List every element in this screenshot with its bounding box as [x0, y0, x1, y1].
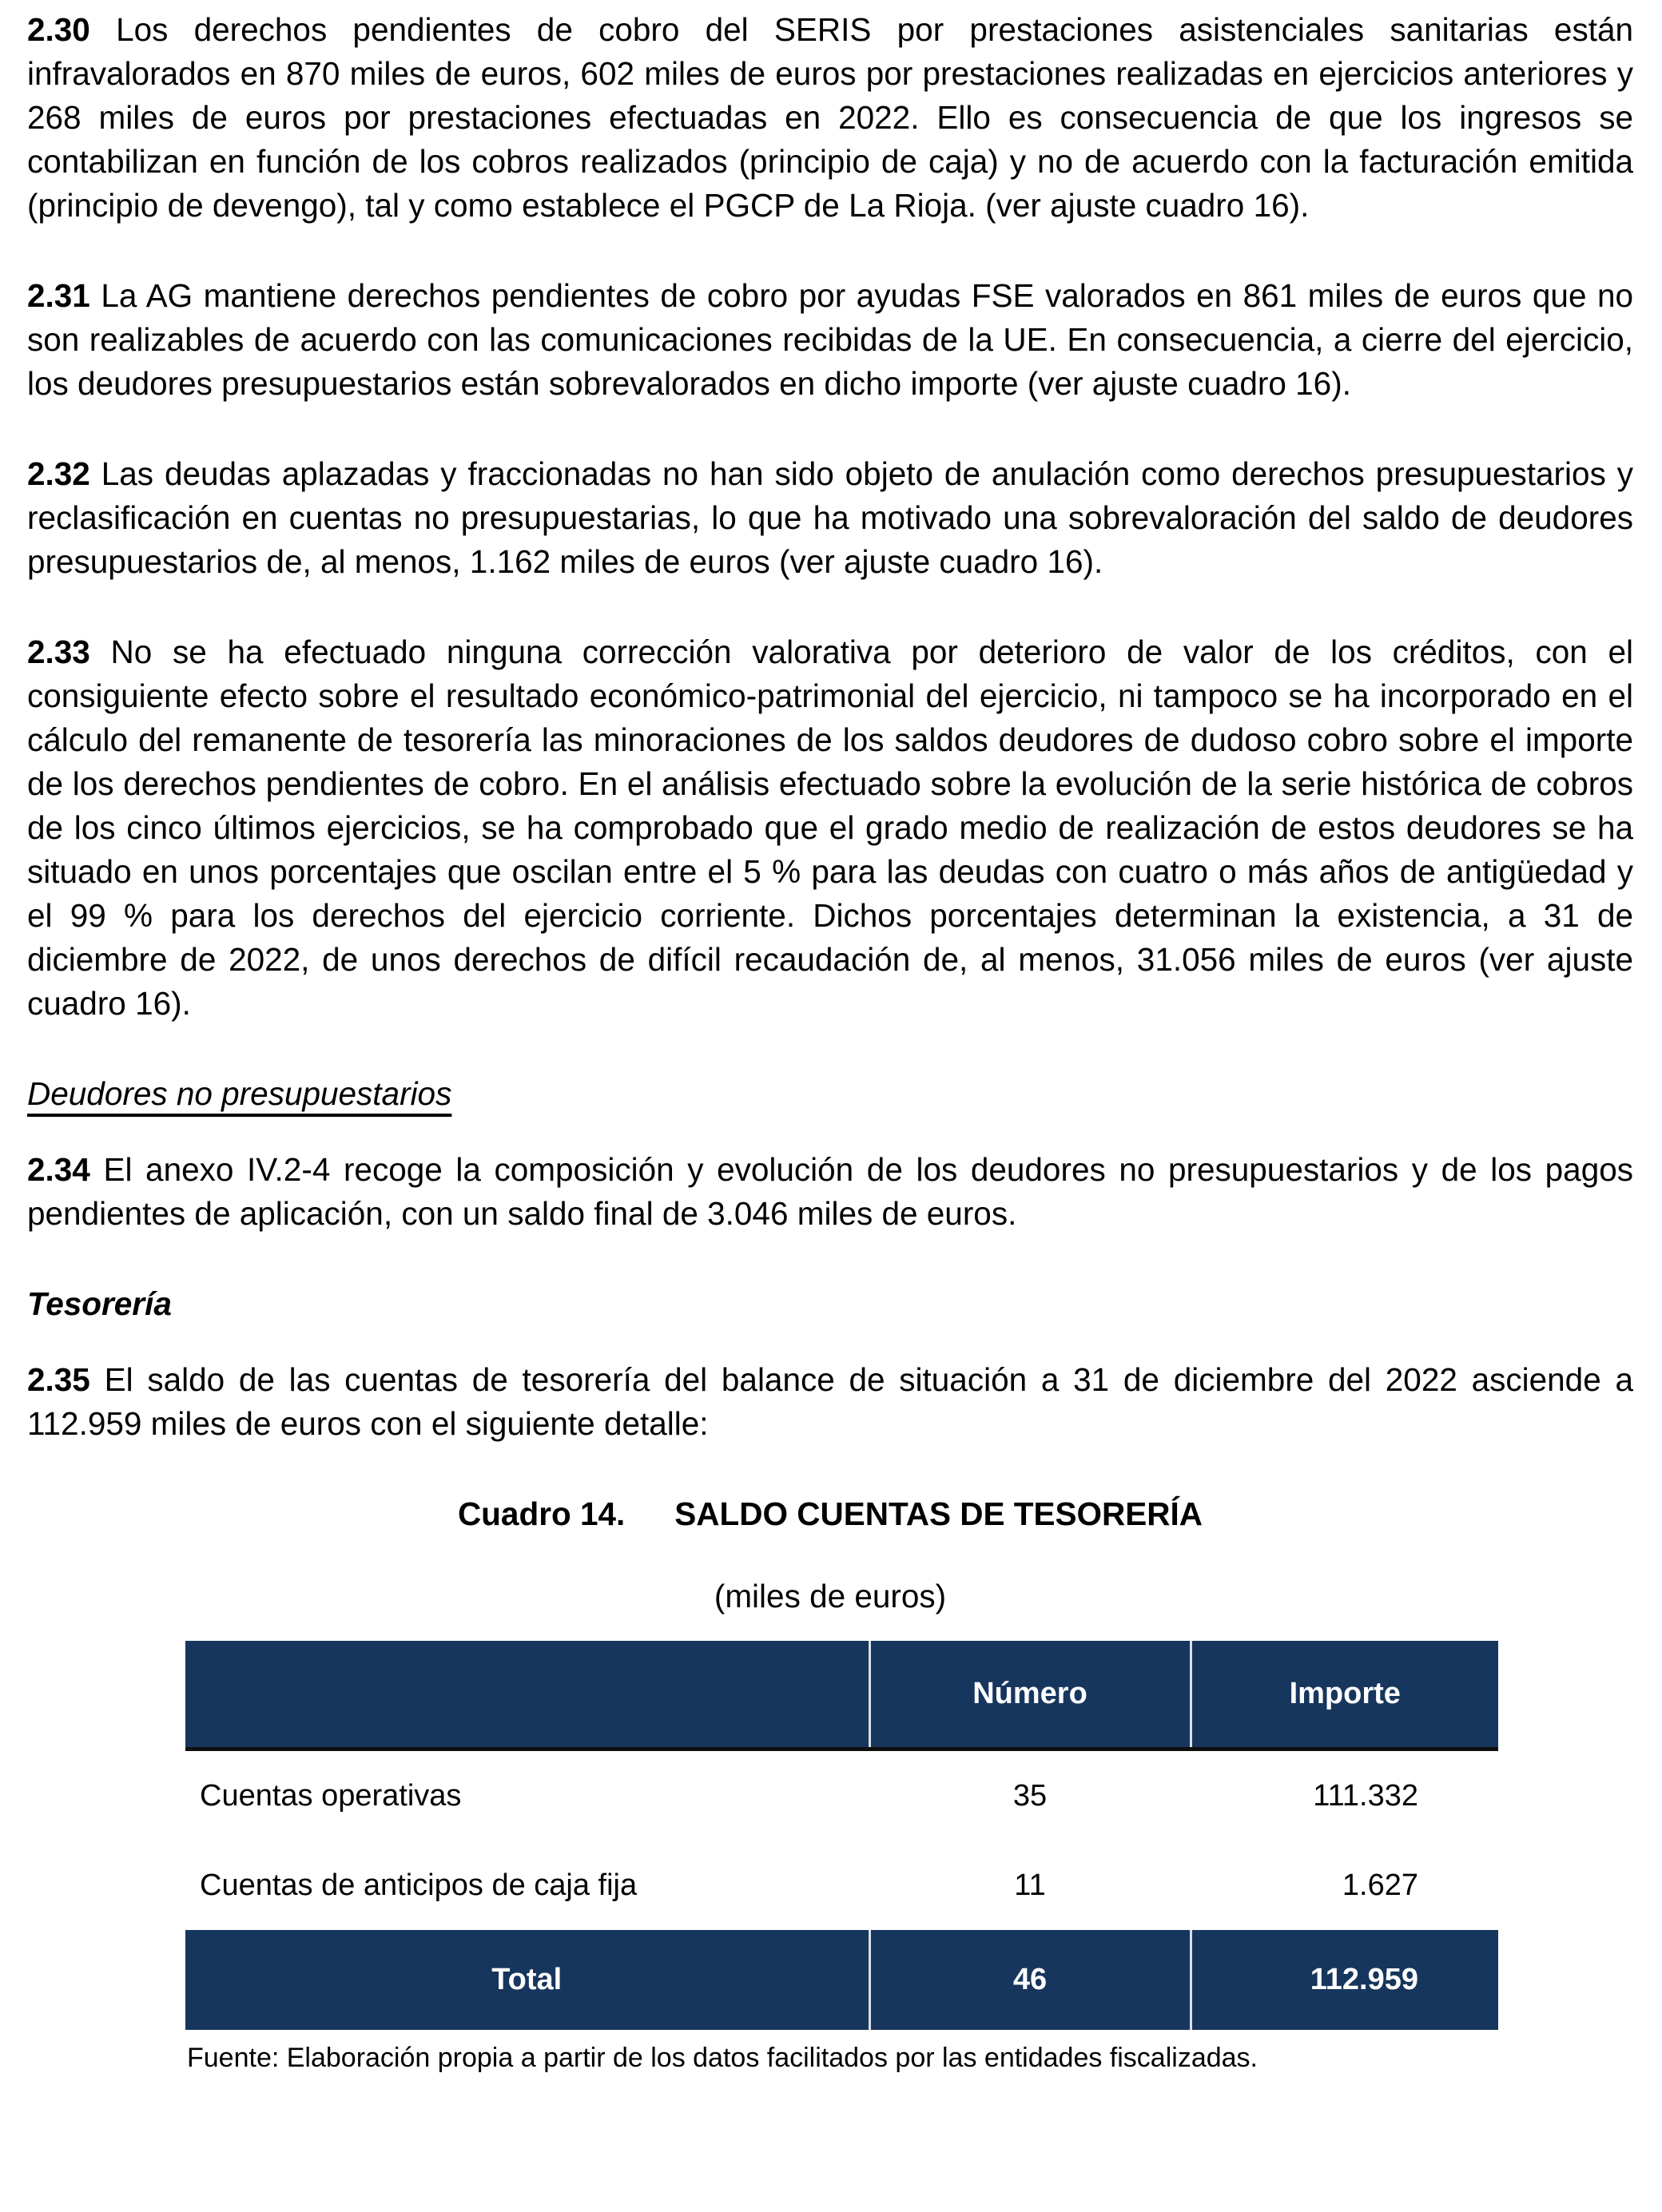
- paragraph-2-33: [27, 630, 1633, 1026]
- row-label: Cuentas operativas: [185, 1749, 869, 1841]
- paragraph-2-34: [27, 1148, 1633, 1236]
- row-importe: 1.627: [1191, 1841, 1498, 1930]
- paragraph-number: 2.35: [27, 1361, 90, 1398]
- table-caption-label: Cuadro 14.: [457, 1495, 626, 1532]
- paragraph-2-31: [27, 274, 1633, 406]
- row-label: Cuentas de anticipos de caja fija: [185, 1841, 869, 1930]
- table-total-row: [185, 1930, 1498, 2030]
- paragraph-text: El anexo IV.2-4 recoge la composición y evolución de los deudores no presupuestarios y de los pagos pendientes de aplicación, con un saldo final de 3.046 miles de euros.: [27, 1151, 1633, 1232]
- paragraph-text: Las deudas aplazadas y fraccionadas no han sido objeto de anulación como derechos presupuestarios y reclasificación en cuentas no presupuestarias, lo que ha motivado una sobrevaloración del saldo de deudores presupuestarios de, al menos, 1.162 miles de euros (ver ajuste cuadro 16).: [27, 455, 1633, 580]
- paragraph-text: No se ha efectuado ninguna corrección valorativa por deterioro de valor de los créditos, con el consiguiente efecto sobre el resultado económico-patrimonial del ejercicio, ni tampoco se ha incorporado en el cálculo del remanente de tesorería las minoraciones de los saldos deudores de dudoso cobro sobre el importe de los derechos pendientes de cobro. En el análisis efectuado sobre la evolución de la serie histórica de cobros de los cinco últimos ejercicios, se ha comprobado que el grado medio de realización de estos deudores se ha situado en unos porcentajes que oscilan entre el 5 % para las deudas con cuatro o más años de antigüedad y el 99 % para los derechos del ejercicio corriente. Dichos porcentajes determinan la existencia, a 31 de diciembre de 2022, de unos derechos de difícil recaudación de, al menos, 31.056 miles de euros (ver ajuste cuadro 16).: [27, 633, 1633, 1022]
- table-caption-title: SALDO CUENTAS DE TESORERÍA: [674, 1495, 1203, 1532]
- paragraph-2-32: [27, 452, 1633, 584]
- total-label: Total: [185, 1930, 869, 2030]
- table-row: [185, 1841, 1498, 1930]
- paragraph-number: 2.31: [27, 277, 90, 314]
- paragraph-number: 2.30: [27, 11, 90, 48]
- total-importe: 112.959: [1191, 1930, 1498, 2030]
- column-header-empty: [185, 1641, 869, 1749]
- row-importe: 111.332: [1191, 1749, 1498, 1841]
- column-header-importe: Importe: [1191, 1641, 1498, 1749]
- heading-tesoreria: Tesorería: [27, 1285, 172, 1322]
- paragraph-text: El saldo de las cuentas de tesorería del balance de situación a 31 de diciembre del 2022 asciende a 112.959 miles de euros con el siguiente detalle:: [27, 1361, 1633, 1442]
- column-header-numero: Número: [869, 1641, 1191, 1749]
- row-numero: 35: [869, 1749, 1191, 1841]
- table-caption: [27, 1492, 1633, 1536]
- paragraph-number: 2.32: [27, 455, 90, 492]
- heading-deudores-no-presupuestarios: Deudores no presupuestarios: [27, 1075, 452, 1112]
- total-numero: 46: [869, 1930, 1191, 2030]
- table-source-note: Fuente: Elaboración propia a partir de los datos facilitados por las entidades fiscalizadas.: [187, 2043, 1258, 2073]
- paragraph-number: 2.34: [27, 1151, 90, 1188]
- paragraph-2-30: [27, 8, 1633, 228]
- table-units-subtitle: (miles de euros): [714, 1578, 947, 1614]
- paragraph-number: 2.33: [27, 633, 90, 670]
- table-row: [185, 1749, 1498, 1841]
- table-header-row: [185, 1641, 1498, 1749]
- paragraph-text: La AG mantiene derechos pendientes de cobro por ayudas FSE valorados en 861 miles de euros que no son realizables de acuerdo con las comunicaciones recibidas de la UE. En consecuencia, a cierre del ejercicio, los deudores presupuestarios están sobrevalorados en dicho importe (ver ajuste cuadro 16).: [27, 277, 1633, 402]
- row-numero: 11: [869, 1841, 1191, 1930]
- paragraph-text: Los derechos pendientes de cobro del SERIS por prestaciones asistenciales sanitarias están infravalorados en 870 miles de euros, 602 miles de euros por prestaciones realizadas en ejercicios anteriores y 268 miles de euros por prestaciones efectuadas en 2022. Ello es consecuencia de que los ingresos se contabilizan en función de los cobros realizados (principio de caja) y no de acuerdo con la facturación emitida (principio de devengo), tal y como establece el PGCP de La Rioja. (ver ajuste cuadro 16).: [27, 11, 1633, 224]
- paragraph-2-35: [27, 1358, 1633, 1446]
- saldo-cuentas-tesoreria-table: [185, 1641, 1498, 2030]
